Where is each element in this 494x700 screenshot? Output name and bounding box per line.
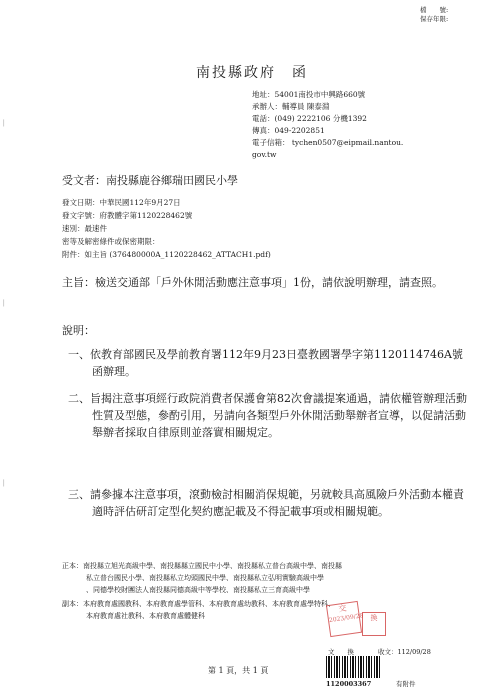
sender-phone: 電話：(049) 2222106 分機1392: [252, 114, 367, 123]
sender-address: 地址：54001南投市中興路660號: [252, 90, 366, 99]
sender-contact: 承辦人：輔導員 陳泰淵: [252, 102, 330, 111]
explanation-item-2: 二、旨揭注意事項經行政院消費者保護會第82次會議提案通過，請依權管辦理活動性質及型態，參酌引用，另請向各類型戶外休閒活動舉辦者宣導，以促請活動舉辦者採取自律原則並落實相關規定。: [68, 392, 467, 439]
distribution-main-1: 正本：南投縣立旭光高級中學、南投縣縣立國民中小學、南投縣私立普台高級中學、南投縣: [62, 562, 342, 570]
barcode-number: 1120003367: [326, 680, 372, 688]
sender-email[interactable]: 電子信箱： tychen0507@eipmail.nantou.: [252, 138, 404, 147]
explanation-item-1: 一、依教育部國民及學前教育署112年9月23日臺教國署學字第1120114746A號函辦理。: [68, 348, 463, 378]
exchange-seal: 交 2023/09/28: [326, 601, 362, 637]
margin-mark: │: [2, 300, 6, 307]
recipient: 受文者：南投縣鹿谷鄉瑞田國民小學: [62, 174, 238, 187]
received-date: 收文：112/09/28: [378, 648, 431, 656]
barcode: [326, 656, 382, 678]
secrecy: 密等及解密條件或保密期限：: [62, 237, 160, 246]
exchange-seal-small: 換: [362, 612, 386, 636]
sender-fax: 傳真：049-2202851: [252, 126, 325, 135]
page-indicator: 第 1 頁，共 1 頁: [208, 666, 269, 675]
doc-exchange-label: 文 換: [328, 648, 354, 656]
speed: 速別：最速件: [62, 224, 107, 233]
file-number-label: 檔 號:: [420, 6, 449, 14]
document-number: 發文字號：府教體字第1120228462號: [62, 211, 193, 220]
seal-date-stamp: 2023/09/28: [328, 612, 364, 625]
distribution-copy-1: 副本：本府教育處國教科、本府教育處學管科、本府教育處幼教科、本府教育處學特科、: [62, 600, 335, 608]
margin-mark: │: [2, 120, 6, 127]
explanation-label: 說明：: [62, 324, 95, 337]
attachment-link[interactable]: 附件：如主旨 (376480000A_1120228462_ATTACH1.pdf): [62, 250, 271, 259]
distribution-copy-2: 本府教育處社教科、本府教育處體健科: [86, 612, 205, 620]
retention-label: 保存年限:: [420, 15, 449, 23]
barcode-label: 有附件: [396, 680, 416, 688]
sender-email-cont[interactable]: gov.tw: [252, 150, 277, 159]
subject: 主旨：檢送交通部「戶外休閒活動應注意事項」1份，請依說明辦理，請查照。: [62, 276, 443, 289]
document-title: 南投縣政府 函: [196, 65, 308, 81]
distribution-main-3: 、同德學校財團法人南投縣同德高級中等學校、南投縣私立三育高級中學: [86, 586, 310, 594]
margin-mark: │: [2, 480, 6, 487]
distribution-main-2: 私立普台國民小學、南投縣私立均頭國民中學、南投縣私立弘明實驗高級中學: [86, 574, 324, 582]
issue-date: 發文日期：中華民國112年9月27日: [62, 198, 181, 207]
explanation-item-3: 三、請參據本注意事項，滾動檢討相關消保規範，另就較具高風險戶外活動本權責適時評估研訂定型化契約應記載及不得記載事項或相關規範。: [68, 488, 464, 518]
